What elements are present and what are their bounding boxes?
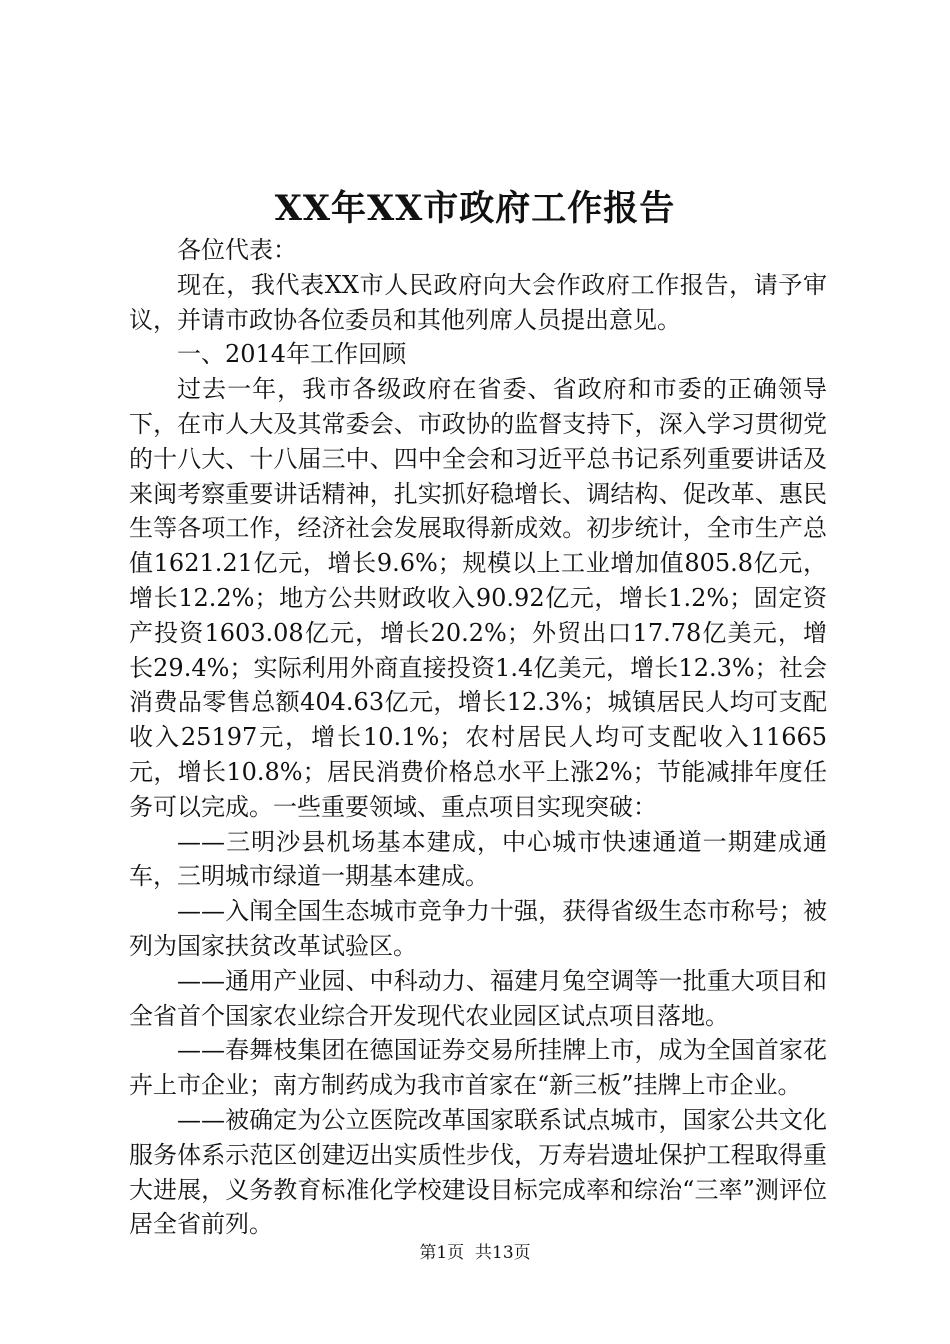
page-footer	[0, 1241, 950, 1265]
section-heading: 一、2014年工作回顾	[177, 340, 407, 369]
page-total: 共13页	[475, 1243, 531, 1263]
list-item-achievement: ——三明沙县机场基本建成，中心城市快速通道一期建成通车，三明城市绿道一期基本建成。	[129, 827, 827, 891]
paragraph-salutation: 各位代表：	[177, 236, 297, 264]
list-item-achievement: ——春舞枝集团在德国证券交易所挂牌上市，成为全国首家花卉上市企业；南方制药成为我市首家在“新三板”挂牌上市企业。	[129, 1036, 827, 1100]
paragraph-opening: 现在，我代表XX市人民政府向大会作政府工作报告，请予审议，并请市政协各位委员和其他列席人员提出意见。	[129, 270, 827, 334]
paragraph-review: 过去一年，我市各级政府在省委、省政府和市委的正确领导下，在市人大及其常委会、市政协的监督支持下，深入学习贯彻党的十八大、十八届三中、四中全会和习近平总书记系列重要讲话及来闽考察重要讲话精神，扎实抓好稳增长、调结构、促改革、惠民生等各项工作，经济社会发展取得新成效。初步统计，全市生产总值1621.21亿元，增长9.6%；规模以上工业增加值805.8亿元，增长12.2%；地方公共财政收入90.92亿元，增长1.2%；固定资产投资1603.08亿元，增长20.2%；外贸出口17.78亿美元，增长29.4%；实际利用外商直接投资1.4亿美元，增长12.3%；社会消费品零售总额404.63亿元，增长12.3%；城镇居民人均可支配收入25197元，增长10.1%；农村居民人均可支配收入11665元，增长10.8%；居民消费价格总水平上涨2%；节能减排年度任务可以完成。一些重要领域、重点项目实现突破：	[129, 375, 827, 821]
list-item-achievement: ——被确定为公立医院改革国家联系试点城市，国家公共文化服务体系示范区创建迈出实质性步伐，万寿岩遗址保护工程取得重大进展，义务教育标准化学校建设目标完成率和综治“三率”测评位居全省前列。	[129, 1105, 827, 1239]
list-item-achievement: ——入闱全国生态城市竞争力十强，获得省级生态市称号；被列为国家扶贫改革试验区。	[129, 897, 827, 960]
page-number: 第1页	[419, 1243, 465, 1263]
document-title: XX年XX市政府工作报告	[274, 188, 676, 229]
document-body	[129, 233, 827, 1242]
list-item-achievement: ——通用产业园、中科动力、福建月兔空调等一批重大项目和全省首个国家农业综合开发现代农业园区试点项目落地。	[129, 966, 827, 1030]
